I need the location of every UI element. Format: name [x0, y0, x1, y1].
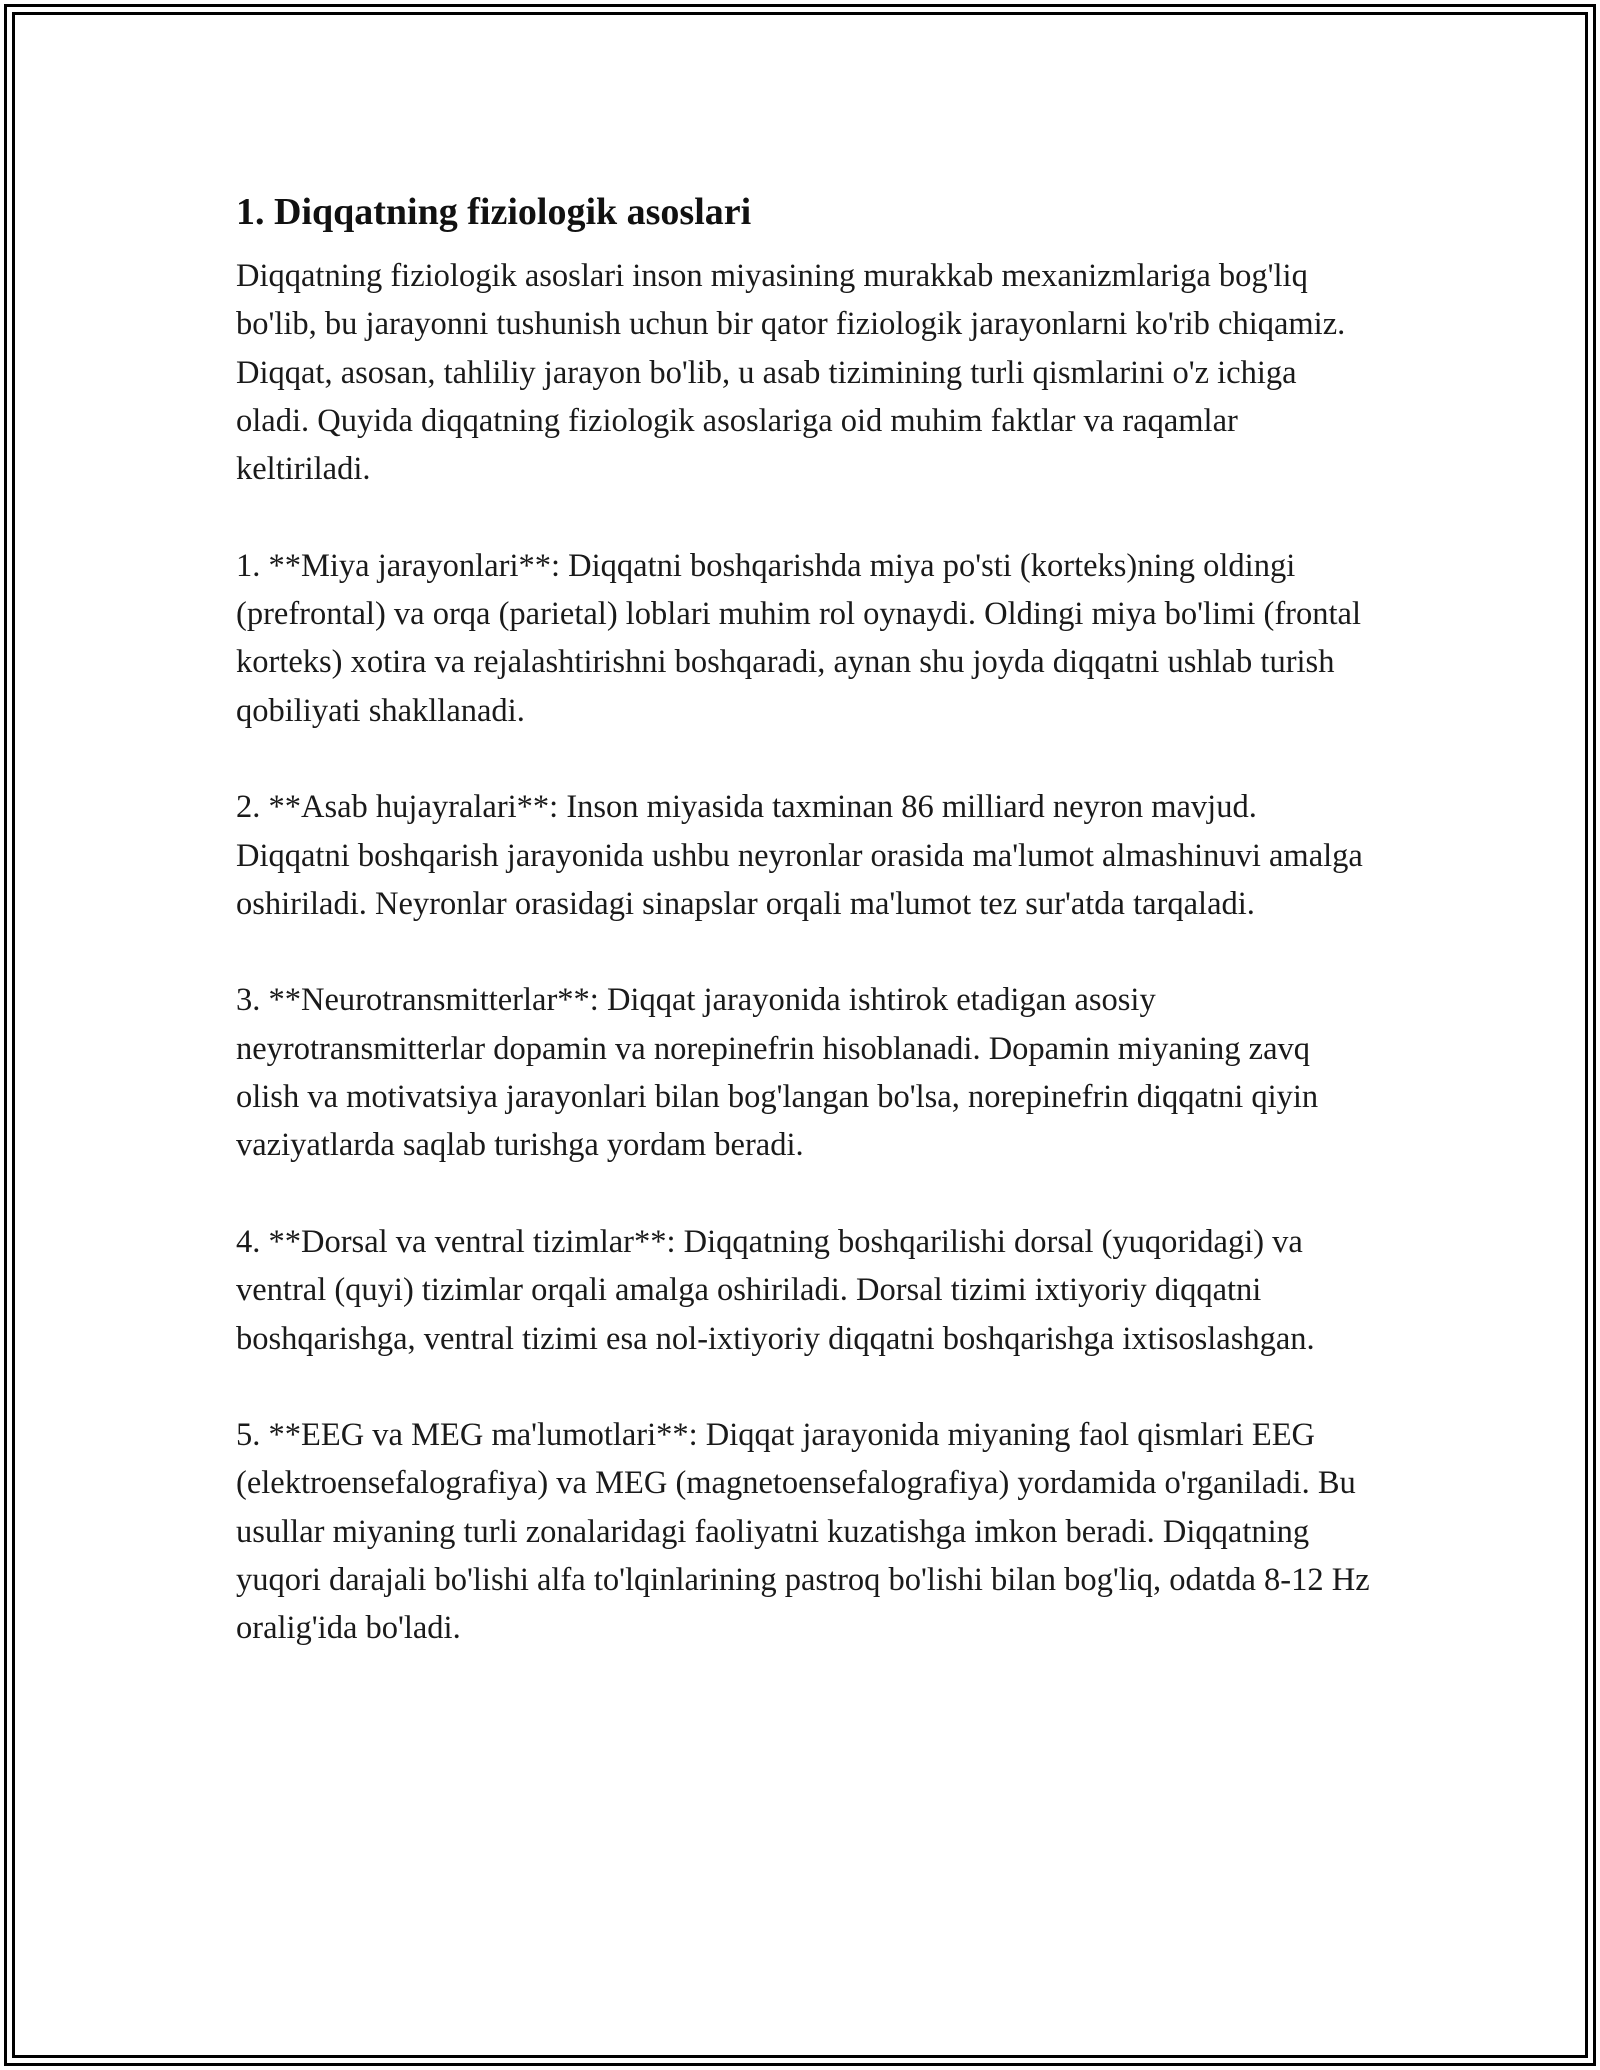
paragraph-eeg-meg-data: 5. **EEG va MEG ma'lumotlari**: Diqqat jarayonida miyaning faol qismlari EEG (elektroensefalografiya) va MEG (magnetoensefalografiya) yordamida o'rganiladi. Bu usullar miyaning turli zonalaridagi faoliyatni kuzatishga imkon beradi. Diqqatning yuqori darajali bo'lishi alfa to'lqinlarining pastroq bo'lishi bilan bog'liq, odatda 8-12 Hz oralig'ida bo'ladi.	[236, 1417, 1370, 1647]
paragraph-dorsal-ventral-systems: 4. **Dorsal va ventral tizimlar**: Diqqatning boshqarilishi dorsal (yuqoridagi) va ventral (quyi) tizimlar orqali amalga oshiriladi. Dorsal tizimi ixtiyoriy diqqatni boshqarishga, ventral tizimi esa nol-ixtiyoriy diqqatni boshqarishga ixtisoslashgan.	[236, 1223, 1315, 1357]
document-body	[236, 186, 1376, 1653]
intro-paragraph: Diqqatning fiziologik asoslari inson miyasining murakkab mexanizmlariga bog'liq bo'lib, bu jarayonni tushunish uchun bir qator fiziologik jarayonlarni ko'rib chiqamiz. Diqqat, asosan, tahliliy jarayon bo'lib, u asab tizimining turli qismlarini o'z ichiga oladi. Quyida diqqatning fiziologik asoslariga oid muhim faktlar va raqamlar keltiriladi.	[236, 258, 1346, 488]
paragraph-brain-processes: 1. **Miya jarayonlari**: Diqqatni boshqarishda miya po'sti (korteks)ning oldingi (prefrontal) va orqa (parietal) loblari muhim rol oynaydi. Oldingi miya bo'limi (frontal korteks) xotira va rejalashtirishni boshqaradi, aynan shu joyda diqqatni ushlab turish qobiliyati shakllanadi.	[236, 547, 1361, 729]
paragraph-nerve-cells: 2. **Asab hujayralari**: Inson miyasida taxminan 86 milliard neyron mavjud. Diqqatni boshqarish jarayonida ushbu neyronlar orasida ma'lumot almashinuvi amalga oshiriladi. Neyronlar orasidagi sinapslar orqali ma'lumot tez sur'atda tarqaladi.	[236, 789, 1363, 922]
paragraph-neurotransmitters: 3. **Neurotransmitterlar**: Diqqat jarayonida ishtirok etadigan asosiy neyrotransmitterlar dopamin va norepinefrin hisoblanadi. Dopamin miyaning zavq olish va motivatsiya jarayonlari bilan bog'langan bo'lsa, norepinefrin diqqatni qiyin vaziyatlarda saqlab turishga yordam beradi.	[236, 982, 1319, 1164]
section-heading: 1. Diqqatning fiziologik asoslari	[236, 191, 752, 233]
